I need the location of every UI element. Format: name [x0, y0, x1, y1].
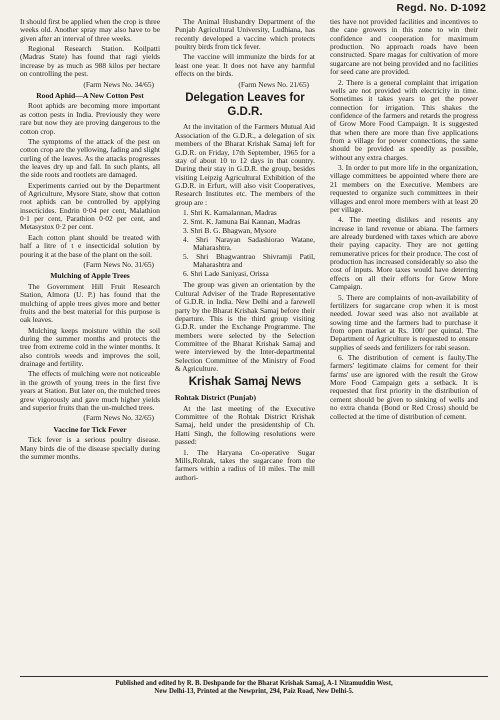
column-3 — [330, 18, 478, 673]
list-item: 5. Shri Bhagwantrao Shivramji Patil, Maharashtra and — [183, 251, 315, 270]
paragraph: Regional Research Station. Koilpatti (Madras State) has found that ragi yields increase by as much as 988 kilos per hectare on controlling the pest. — [20, 44, 160, 79]
paragraph: It should first be applied when the crop is three weeks old. Another spray may also have to be given after an interval of three weeks. — [20, 18, 160, 43]
list-item: 3. Shri B. G. Bhagwan, Mysore — [183, 225, 277, 235]
paragraph: Root aphids are becoming more important as cotton pests in India. Previously they were rare but now they are proving dangerous to the cotton crop. — [20, 101, 160, 136]
paragraph: At the invitation of the Farmers Mutual Aid Association of the G.D.R., a delegation of six members of the Bharat Krishak Samaj left for G.D.R. on Friday, 17th September, 1965 for a stay of about 10 to 12 days in that country. During their stay in G.D.R. the group, besides visiting Leipzig Agricultural Exhibition of the G.D.R. in Erfurt, will also visit Cooperatives, Research Institutes etc. The members of the group are : — [175, 122, 315, 207]
list-item: 4. Shri Narayan Sadashiorao Watane, Maharashtra. — [183, 234, 315, 252]
article-heading: Vaccine for Tick Fever — [53, 424, 127, 434]
paragraph: 3. In order to put more life in the organization, village committees be appointed where there are 21 members on the Executive. Members are requested to organize such committees in their villages and enrol more members with at least 20 per village. — [330, 163, 478, 214]
paragraph: The Animal Husbandry Department of the Punjab Agricultural University, Ludhiana, has recently developed a vaccine which protects poultry birds from tick fever. — [175, 18, 315, 52]
section-heading: Krishak Samaj News — [188, 376, 302, 389]
column-1 — [20, 18, 160, 673]
section-heading: Delegation Leaves for G.D.R. — [185, 91, 305, 118]
footer-line: New Delhi-13, Printed at the Newprint, 294, Paiz Road, New Delhi-5. — [154, 688, 354, 696]
paragraph: 5. There are complaints of non-availability of fertilizers for sugarcane crop when it is most needed. Jowar seed was also not available at sowing time and the farmers had to purchase it from open market at Rs. 100/ per quintal. The Department of Agriculture is requested to ensure supplies of seeds and fertilizers for rabi season. — [330, 292, 478, 352]
source-citation: (Farm News No. 21/65) — [238, 79, 309, 89]
source-citation: (Farm News No. 31/65) — [83, 259, 154, 269]
paragraph: Tick fever is a serious poultry disease. Many birds die of the disease specially during the summer months. — [20, 435, 160, 461]
paragraph: The symptoms of the attack of the pest on cotton crop are the yellowing, fading and slight curling of the leaves. As the attacks progresses the leaves dry up and fall. In such plants, all the side roots and rootlets are damaged. — [20, 136, 160, 180]
paragraph: 6. The distribution of cement is faulty.The farmers' legitimate claims for cement for their farms' use are ignored with the result the Grow More Food Campaign gets a setback. It is requested that first priority in the distribution of cement should be given to sinking of wells and no extra chanda (Bond or Red Cross) should be collected at the time of distribution of cement. — [330, 353, 478, 421]
paragraph: The vaccine will immunize the birds for at least one year. It does not have any harmful effects on the birds. — [175, 52, 315, 79]
paragraph: Experiments carried out by the Department of Agriculture, Mysore State, show that cotton root aphids can be controlled by applying insecticides. Endrin 0·04 per cent, Malathion 0·1 per cent, Parathion 0·02 per cent, and Metasystox 0·2 per cent. — [20, 180, 160, 232]
member-list — [181, 209, 315, 278]
publisher-footer — [20, 676, 488, 697]
article-heading: Mulching of Apple Trees — [50, 271, 130, 281]
paragraph: The effects of mulching were not noticeable in the growth of young trees in the first five years at Station. But later on, the mulched trees grew vigorously and gave much higher yields and superior fruits than the un-mulched trees. — [20, 369, 160, 412]
list-item: 1. Shri K. Kamalannan, Madras — [183, 208, 277, 218]
paragraph: ties have not provided facilities and incentives to the cane growers in this zone to win their confidence and cooperation for maximum production. No approach roads have been constructed. Spare magas for cultivation of more sugarcane are not being provided and no facilities for seed cane are provided. — [330, 18, 478, 77]
source-citation: (Farm News No. 34/65) — [83, 79, 154, 89]
paragraph: The Government Hill Fruit Research Station, Almora (U. P.) has found that the mulching of apple trees gives more and better fruits and the best material for this purpose is oak leaves. — [20, 281, 160, 325]
sub-heading: Rohtak District (Punjab) — [175, 393, 256, 403]
paragraph: At the last meeting of the Executive Committee of the Rohtak District Krishak Samaj, held under the presidentship of Ch. Hatti Singh, the following resolutions were passed: — [175, 403, 315, 447]
footer-line: Published and edited by R. B. Deshpande for the Bharat Krishak Samaj, A-1 Nizamuddin West, — [115, 680, 393, 687]
article-columns — [20, 18, 488, 673]
paragraph: Each cotton plant should be treated with half a litre of t e insecticidal solution by pouring it at the base of the plant on the soil. — [20, 232, 160, 259]
list-item: 6. Shri Lade Saniyasi, Orissa — [183, 269, 269, 279]
paragraph: Mulching keeps moisture within the soil during the summer months and protects the tree from extreme cold in the winter months. It also controls weeds and improves the soil, drainage and fertility. — [20, 325, 160, 369]
article-heading: Rood Aphid—A New Cotton Pest — [36, 90, 144, 100]
paragraph: 1. The Haryana Co-operative Sugar Mills,Rohtak, takes the sugarcane from the farmers within a radius of 10 miles. The mill authori- — [175, 447, 315, 482]
paragraph: The group was given an orientation by the Cultural Adviser of the Trade Representative of G.D.R. in India. New Delhi and a farewell party by the Bharat Krishak Samaj before their departure. This is the third group visiting G.D.R. under the Exchange Programme. The members were selected by the Selection Committee of the Bharat Krishak Samaj and were interviewed by the Inter-departmental Selection Committee of the Ministry of Food & Agriculture. — [175, 280, 315, 374]
registration-number: Regd. No. D-1092 — [396, 2, 486, 14]
paragraph: 2. There is a general complaint that irrigation wells are not provided with electricity in time. Sometimes it takes years to get the power connection for irrigation. This shakes the confidence of the farmers and retards the progress of Grow More Food Campaign. It is suggested that when there are more than five applications from a village for power connections, the same should be provided as speedily as possible, without any extra charges. — [330, 77, 478, 162]
column-2 — [175, 18, 315, 673]
source-citation: (Farm News No. 32/65) — [83, 413, 154, 423]
list-item: 2. Smt. K. Jamuna Bai Kannan, Madras — [183, 216, 301, 226]
paragraph: 4. The meeting dislikes and resents any increase in land revenue or abiana. The farmers are already burdened with taxes which are above their paying capacity. They are not getting remunerative prices for their produce. The cost of production has increased considerably so also the cost of inputs. More taxes would have deterring effects on all their efforts for Grow More Campaign. — [330, 215, 478, 292]
